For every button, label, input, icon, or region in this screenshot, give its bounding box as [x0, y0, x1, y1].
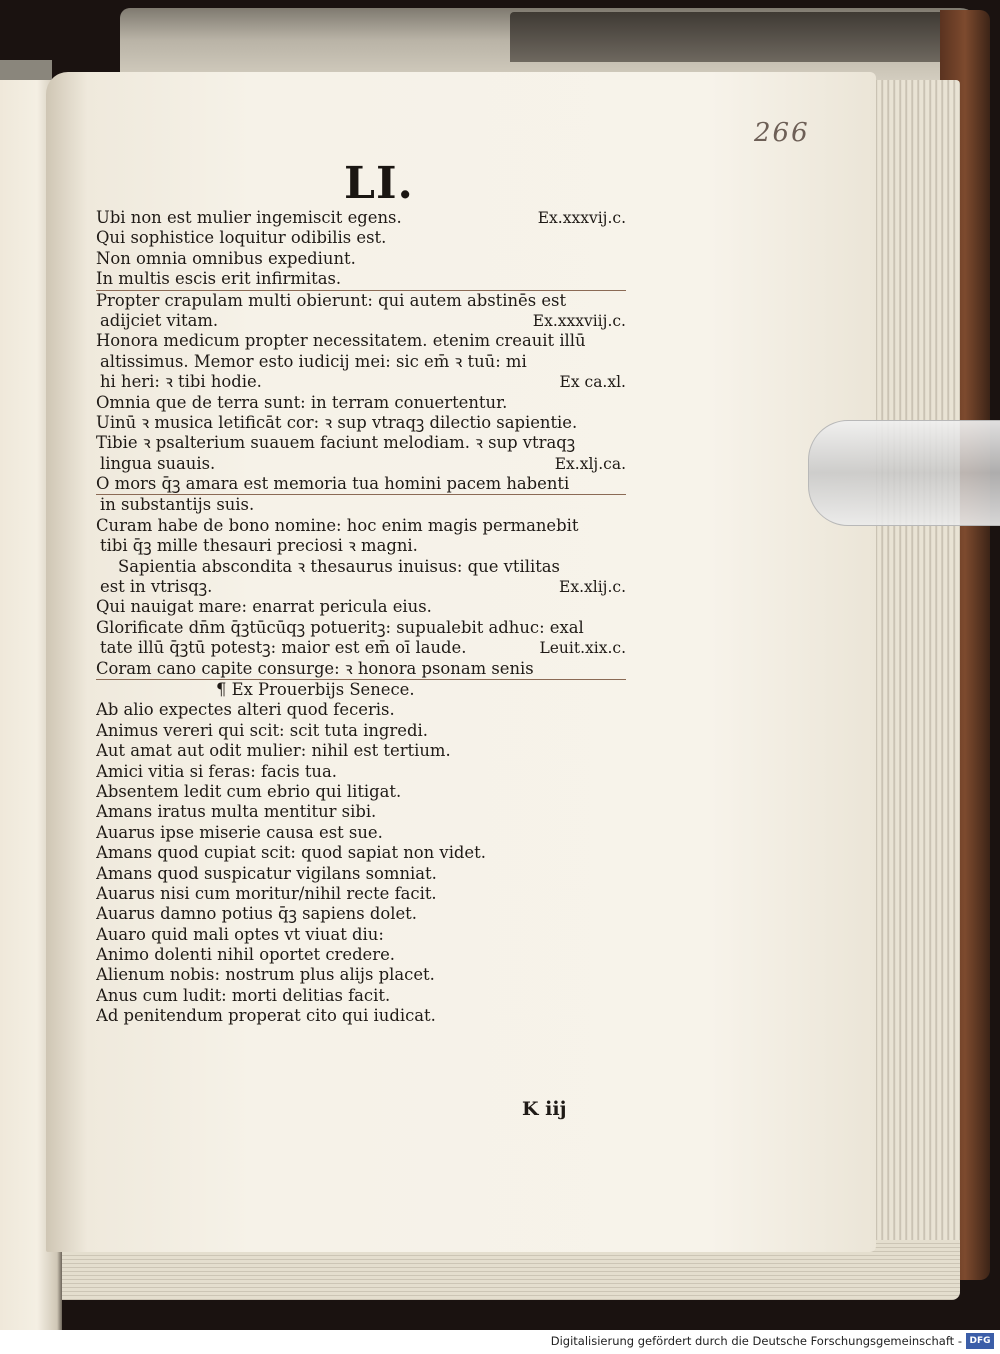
line-text: tate illū q̄ꝫtū potestꝫ: maior est em̄ oī laude. [100, 638, 467, 658]
line-text: est in vtrisqꝫ. [100, 577, 213, 597]
line-text: Tibie ꝛ psalterium suauem faciunt melodiam. ꝛ sup vtraqꝫ [96, 433, 576, 453]
line-text: Auaro quid mali optes vt viuat diu: [96, 924, 384, 944]
page-heading: LI. [344, 158, 414, 209]
text-line [96, 433, 626, 453]
line-text: Sapientia abscondita ꝛ thesaurus inuisus: que vtilitas [118, 556, 560, 576]
text-line [96, 700, 626, 720]
folio-number: 266 [754, 118, 810, 148]
line-text: Animus vereri qui scit: scit tuta ingredi. [96, 720, 428, 740]
line-text: Omnia que de terra sunt: in terram conuertentur. [96, 392, 508, 412]
line-text: Animo dolenti nihil oportet credere. [96, 945, 396, 965]
text-line [96, 413, 626, 433]
text-line [96, 557, 626, 577]
line-text: Honora medicum propter necessitatem. etenim creauit illū [96, 331, 586, 351]
line-text: Propter crapulam multi obierunt: qui autem abstinēs est [96, 290, 567, 310]
text-line [96, 782, 626, 802]
text-line [96, 741, 626, 761]
line-reference: Leuit.xix.c. [539, 639, 626, 658]
text-line [96, 291, 626, 311]
text-block [96, 208, 626, 1027]
line-text: Aut amat aut odit mulier: nihil est tertium. [96, 741, 451, 761]
text-line [96, 352, 626, 372]
dfg-logo: DFG [966, 1333, 994, 1349]
text-line [96, 495, 626, 515]
book-top-shadow [510, 12, 970, 62]
text-line [96, 884, 626, 904]
text-line [96, 925, 626, 945]
line-text: Auarus damno potius q̄ꝫ sapiens dolet. [96, 904, 417, 924]
line-text: hi heri: ꝛ tibi hodie. [100, 372, 262, 392]
line-text: Qui sophistice loquitur odibilis est. [96, 228, 387, 248]
text-line [96, 269, 626, 290]
line-text: Curam habe de bono nomine: hoc enim magis permanebit [96, 515, 579, 535]
text-line [96, 208, 626, 228]
text-line [96, 536, 626, 556]
text-line [96, 864, 626, 884]
line-text: Auarus nisi cum moritur/nihil recte facit. [96, 883, 437, 903]
line-text: Coram cano capite consurge: ꝛ honora psonam senis [96, 658, 534, 678]
text-line [96, 904, 626, 924]
signature-mark: K iij [522, 1098, 567, 1120]
line-text: Amans iratus multa mentitur sibi. [96, 802, 377, 822]
line-text: Ab alio expectes alteri quod feceris. [96, 700, 395, 720]
text-line [96, 393, 626, 413]
line-text: Qui nauigat mare: enarrat pericula eius. [96, 597, 432, 617]
line-reference: Ex ca.xl. [559, 373, 626, 392]
text-line [96, 823, 626, 843]
line-text: Amans quod cupiat scit: quod sapiat non videt. [96, 843, 486, 863]
text-line [96, 680, 626, 700]
book-clip-holder [808, 420, 1000, 526]
line-text: Amans quod suspicatur vigilans somniat. [96, 863, 437, 883]
line-text: ¶ Ex Prouerbijs Senece. [216, 679, 415, 699]
line-reference: Ex.xxxvij.c. [537, 209, 626, 227]
text-line [96, 311, 626, 331]
line-text: O mors q̄ꝫ amara est memoria tua homini pacem habenti [96, 474, 570, 494]
text-line [96, 516, 626, 536]
line-text: Glorificate dn̄m q̄ꝫtūcūqꝫ potueritꝫ: supualebit adhuc: exal [96, 617, 584, 637]
footer-credit: Digitalisierung gefördert durch die Deutsche Forschungsgemeinschaft - [550, 1334, 962, 1348]
text-line [96, 1006, 626, 1026]
text-line [96, 721, 626, 741]
text-line [96, 945, 626, 965]
line-text: In multis escis erit infirmitas. [96, 269, 342, 289]
text-line [96, 454, 626, 474]
line-text: Non omnia omnibus expediunt. [96, 248, 356, 268]
line-text: Anus cum ludit: morti delitias facit. [96, 985, 391, 1005]
text-line [96, 474, 626, 495]
text-line [96, 965, 626, 985]
line-text: in substantijs suis. [100, 495, 255, 515]
line-text: Absentem ledit cum ebrio qui litigat. [96, 781, 402, 801]
text-line [96, 802, 626, 822]
line-text: lingua suauis. [100, 453, 216, 473]
line-text: adijciet vitam. [100, 310, 219, 330]
text-line [96, 659, 626, 680]
text-line [96, 249, 626, 269]
text-line [96, 228, 626, 248]
text-line [96, 762, 626, 782]
line-text: Ad penitendum properat cito qui iudicat. [96, 1006, 436, 1026]
text-line [96, 843, 626, 863]
text-line [96, 618, 626, 638]
text-line [96, 331, 626, 351]
line-reference: Ex.xlij.c. [559, 578, 626, 597]
line-text: altissimus. Memor esto iudicij mei: sic em̄ ꝛ tuū: mi [100, 351, 527, 371]
text-line [96, 577, 626, 597]
text-line [96, 597, 626, 617]
line-reference: Ex.xlj.ca. [554, 454, 626, 473]
footer-bar [0, 1330, 1000, 1354]
text-line [96, 638, 626, 658]
line-text: Ubi non est mulier ingemiscit egens. [96, 208, 402, 227]
text-line [96, 986, 626, 1006]
line-reference: Ex.xxxviij.c. [532, 311, 626, 330]
line-text: Uinū ꝛ musica letificāt cor: ꝛ sup vtraqꝫ dilectio sapientie. [96, 412, 578, 432]
line-text: Alienum nobis: nostrum plus alijs placet. [96, 965, 435, 985]
line-text: Auarus ipse miserie causa est sue. [96, 822, 383, 842]
line-text: tibi q̄ꝫ mille thesauri preciosi ꝛ magni. [100, 536, 418, 556]
text-line [96, 372, 626, 392]
line-text: Amici vitia si feras: facis tua. [96, 761, 337, 781]
